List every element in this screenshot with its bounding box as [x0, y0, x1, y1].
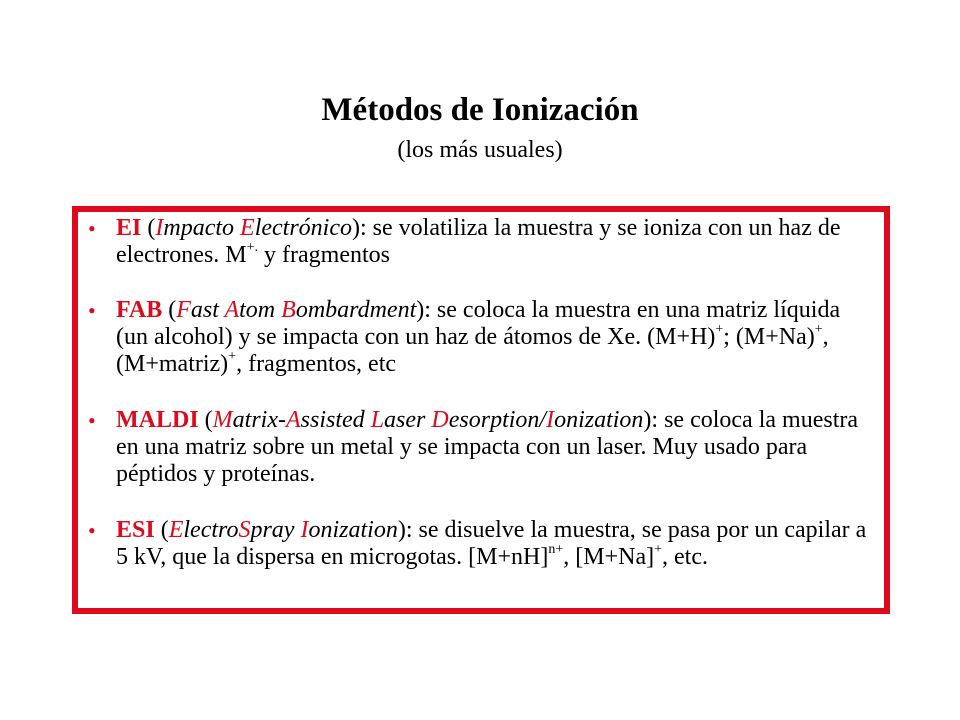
method-name: EI — [116, 215, 142, 241]
bullet-icon: • — [88, 408, 96, 433]
bullet-icon: • — [88, 518, 96, 543]
method-description: : se coloca la muestra en una matriz sobre un metal y se impacta con un laser. Muy usado para péptidos y proteínas. — [116, 407, 858, 487]
method-name: ESI — [116, 517, 155, 543]
method-name: MALDI — [116, 407, 199, 433]
method-name: FAB — [116, 297, 163, 323]
page-subtitle: (los más usuales) — [397, 137, 563, 163]
list-item-fab: • FAB (Fast Atom Bombardment): se coloca la muestra en una matriz líquida (un alcohol) y se impacta con un haz de átomos de Xe. (M+H)+; (M+Na)+, (M+matriz)+, fragmentos, etc — [88, 297, 841, 377]
list-item-maldi: • MALDI (Matrix-Assisted Laser Desorption/Ionization): se coloca la muestra en una matriz sobre un metal y se impacta con un laser. Muy usado para péptidos y proteínas. — [88, 407, 858, 487]
list-item-esi: • ESI (ElectroSpray Ionization): se disuelve la muestra, se pasa por un capilar a 5 kV, que la dispersa en microgotas. $[M+nH]^{n+}$, [M+Na]+, etc. — [88, 517, 867, 570]
bullet-icon: • — [88, 216, 96, 241]
methods-box — [72, 206, 890, 614]
page-title: Métodos de Ionización — [321, 92, 639, 128]
bullet-icon: • — [88, 298, 96, 323]
method-description: : se volatiliza la muestra y se ioniza con un haz de electrones. M — [116, 215, 841, 268]
list-item-ei: • EI (Impacto Electrónico): se volatiliza la muestra y se ioniza con un haz de electrones. M+. y fragmentos — [88, 215, 841, 268]
method-description: : se disuelve la muestra, se pasa por un capilar a 5 kV, que la dispersa en microgotas. [M+nH] — [116, 517, 867, 570]
method-description: : se coloca la muestra en una matriz líquida (un alcohol) y se impacta con un haz de átomos de Xe. (M+H) — [116, 297, 841, 350]
